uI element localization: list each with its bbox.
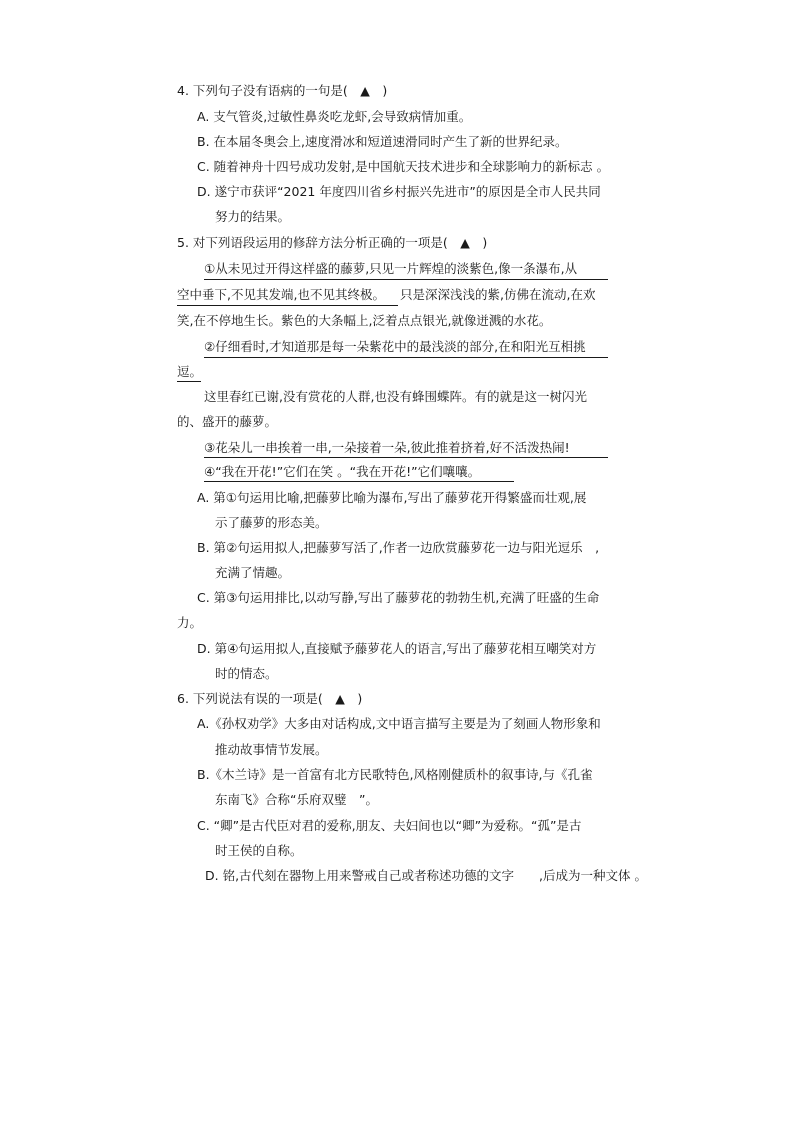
sentence-2-underline — [204, 357, 608, 358]
passage-sentence-2-line2: 逗。 — [177, 364, 203, 379]
passage-paragraph-line2: 的、盛开的藤萝。 — [177, 414, 278, 429]
passage-sentence-1-line2: 空中垂下,不见其发端,也不见其终极。 — [177, 287, 385, 302]
q5-option-c-line2: 力。 — [177, 615, 203, 630]
passage-sentence-1-line1: ①从未见过开得这样盛的藤萝,只见一片辉煌的淡紫色,像一条瀑布,从 — [204, 261, 578, 276]
sentence-4-underline — [204, 481, 514, 482]
question-4-stem: 4. 下列句子没有语病的一句是( ▲ ) — [177, 83, 388, 98]
q5-option-b-line1: B. 第②句运用拟人,把藤萝写活了,作者一边欣赏藤萝花一边与阳光逗乐 , — [197, 540, 600, 555]
sentence-1-underline — [204, 279, 608, 280]
passage-line-3: 笑,在不停地生长。紫色的大条幅上,泛着点点银光,就像迸溅的水花。 — [177, 313, 552, 328]
passage-sentence-3: ③花朵儿一串挨着一串,一朵接着一朵,彼此推着挤着,好不活泼热闹! — [204, 440, 570, 455]
q4-option-d-line2: 努力的结果。 — [215, 209, 291, 224]
q5-option-a-line1: A. 第①句运用比喻,把藤萝比喻为瀑布,写出了藤萝花开得繁盛而壮观,展 — [197, 490, 587, 505]
passage-sentence-2-line1: ②仔细看时,才知道那是每一朵紫花中的最浅淡的部分,在和阳光互相挑 — [204, 339, 586, 354]
q4-option-c: C. 随着神舟十四号成功发射,是中国航天技术进步和全球影响力的新标志 。 — [197, 159, 610, 174]
q5-option-c-line1: C. 第③句运用排比,以动写静,写出了藤萝花的勃勃生机,充满了旺盛的生命 — [197, 590, 600, 605]
sentence-1-underline — [177, 305, 398, 306]
question-6-stem: 6. 下列说法有误的一项是( ▲ ) — [177, 691, 363, 706]
q5-option-b-line2: 充满了情趣。 — [215, 565, 291, 580]
q6-option-b-line2: 东南飞》合称“乐府双璧 ”。 — [215, 792, 378, 807]
q6-option-a-line1: A.《孙权劝学》大多由对话构成,文中语言描写主要是为了刻画人物形象和 — [197, 716, 601, 731]
q6-option-b-line1: B.《木兰诗》是一首富有北方民歌特色,风格刚健质朴的叙事诗,与《孔雀 — [197, 767, 593, 782]
q4-option-b: B. 在本届冬奥会上,速度滑冰和短道速滑同时产生了新的世界纪录。 — [197, 134, 568, 149]
q6-option-c-line2: 时王侯的自称。 — [215, 843, 303, 858]
passage-sentence-4: ④“我在开花!”它们在笑 。“我在开花!”它们嚷嚷。 — [204, 464, 481, 479]
sentence-3-underline — [204, 457, 608, 458]
passage-paragraph-line1: 这里春红已谢,没有赏花的人群,也没有蜂围蝶阵。有的就是这一树闪光 — [204, 389, 587, 404]
sentence-2-underline — [177, 381, 201, 382]
q5-option-d-line2: 时的情态。 — [215, 666, 278, 681]
q6-option-c-line1: C. “卿”是古代臣对君的爱称,朋友、夫妇间也以“卿”为爱称。“孤”是古 — [197, 818, 582, 833]
question-5-stem: 5. 对下列语段运用的修辞方法分析正确的一项是( ▲ ) — [177, 235, 488, 250]
q4-option-a: A. 支气管炎,过敏性鼻炎吃龙虾,会导致病情加重。 — [197, 109, 472, 124]
q5-option-a-line2: 示了藤萝的形态美。 — [215, 515, 328, 530]
q6-option-a-line2: 推动故事情节发展。 — [215, 742, 328, 757]
q6-option-d: D. 铭,古代刻在器物上用来警戒自己或者称述功德的文字 ,后成为一种文体 。 — [205, 868, 647, 883]
q4-option-d-line1: D. 遂宁市获评“2021 年度四川省乡村振兴先进市”的原因是全市人民共同 — [197, 184, 601, 199]
q5-option-d-line1: D. 第④句运用拟人,直接赋予藤萝花人的语言,写出了藤萝花相互嘲笑对方 — [197, 641, 597, 656]
passage-line-2-continued: 只是深深浅浅的紫,仿佛在流动,在欢 — [400, 287, 596, 302]
